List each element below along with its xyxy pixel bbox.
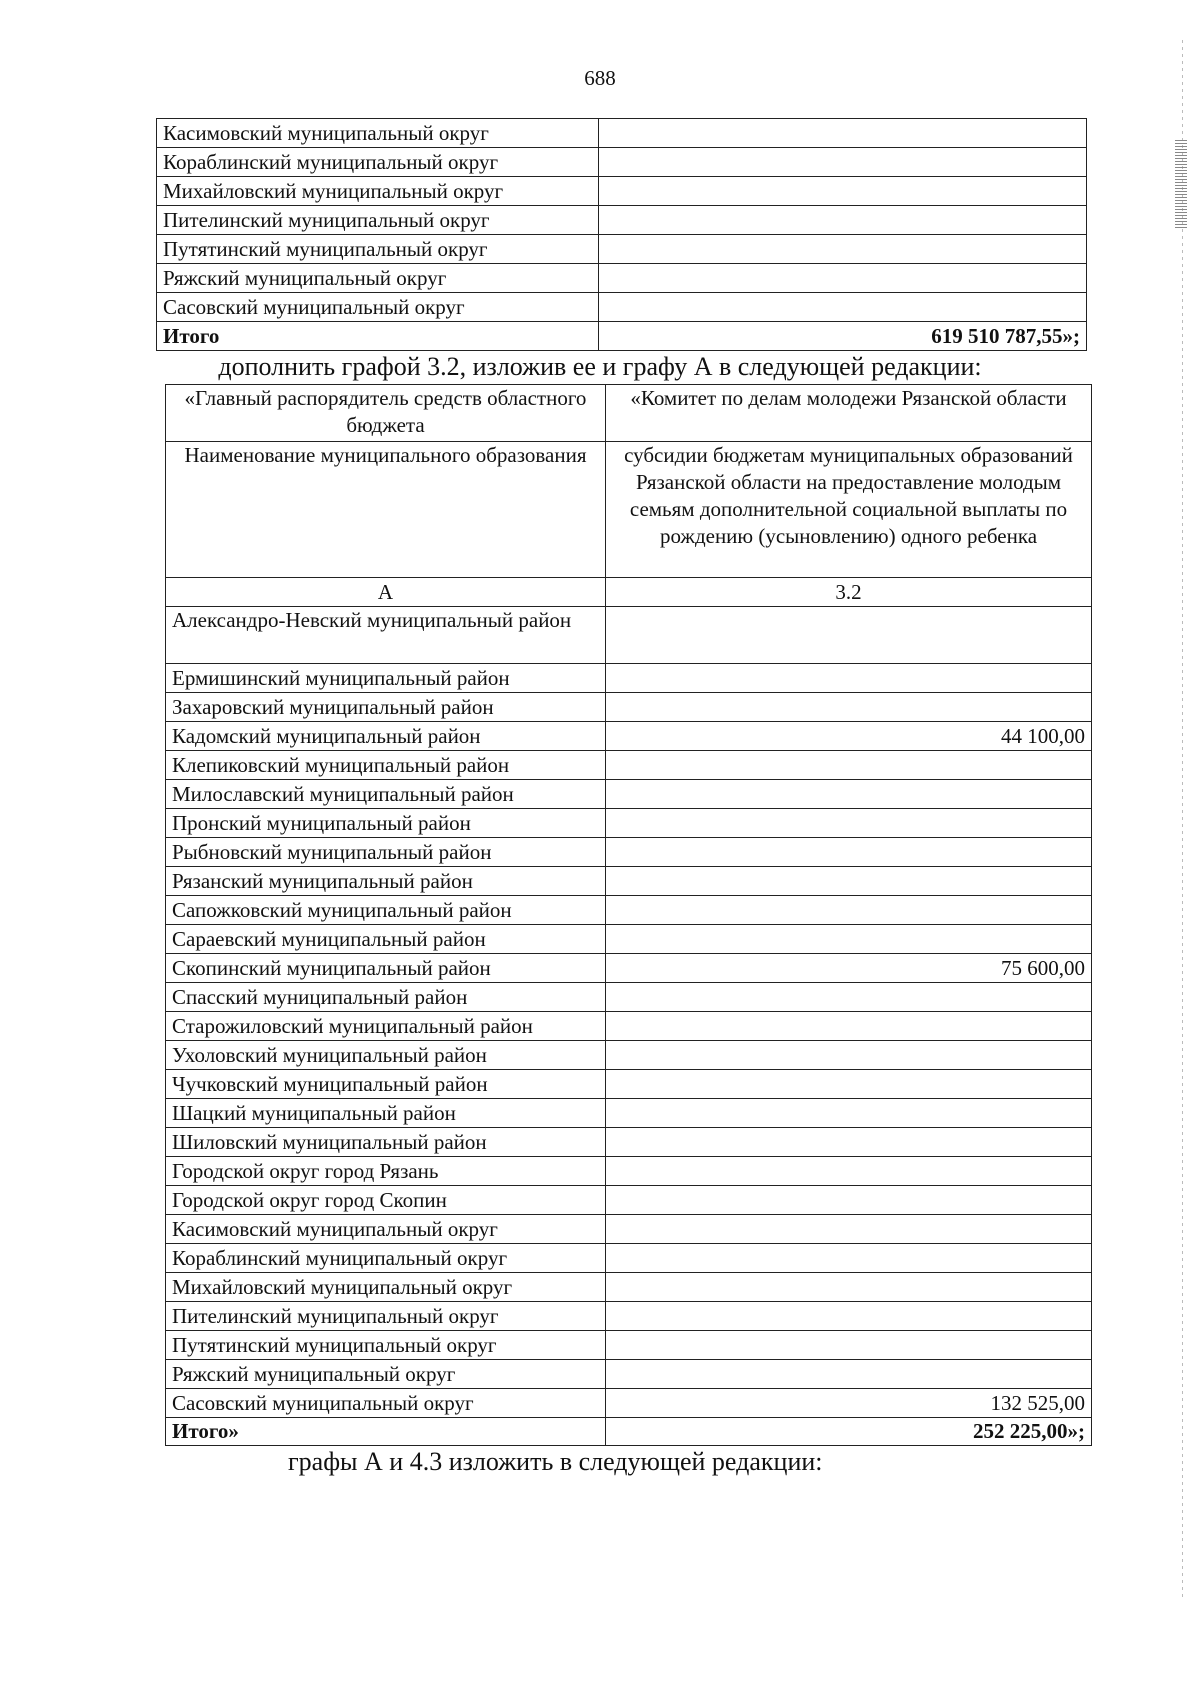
municipality-name: Александро-Невский муниципальный район <box>166 607 606 664</box>
table-row <box>166 1186 1092 1215</box>
subsidy-amount <box>606 838 1092 867</box>
subsidy-amount <box>599 293 1087 322</box>
subsidy-amount <box>606 1244 1092 1273</box>
subsidy-amount <box>599 148 1087 177</box>
table-row <box>166 1012 1092 1041</box>
subsidy-amount <box>606 1012 1092 1041</box>
subsidy-amount <box>599 264 1087 293</box>
subsidy-amount <box>606 1099 1092 1128</box>
table-row <box>166 722 1092 751</box>
table-row <box>166 1389 1092 1418</box>
subsidy-amount <box>606 896 1092 925</box>
municipality-name: Шацкий муниципальный район <box>166 1099 606 1128</box>
table-row <box>166 1157 1092 1186</box>
table-row <box>166 867 1092 896</box>
subsidy-amount <box>606 1273 1092 1302</box>
header-left-budget-holder: «Главный распорядитель средств областного бюджета <box>166 385 606 442</box>
municipality-name: Путятинский муниципальный округ <box>166 1331 606 1360</box>
subsidy-amount <box>606 809 1092 838</box>
table-row <box>166 1041 1092 1070</box>
table-row <box>166 809 1092 838</box>
subsidy-amount <box>606 751 1092 780</box>
municipality-name: Пителинский муниципальный округ <box>166 1302 606 1331</box>
table-row <box>166 607 1092 664</box>
subsidy-amount <box>606 1302 1092 1331</box>
subsidy-amount <box>606 1215 1092 1244</box>
instruction-add-column: дополнить графой 3.2, изложив ее и графу А в следующей редакции: <box>218 352 982 381</box>
table-row <box>157 119 1087 148</box>
subsidy-amount <box>606 1186 1092 1215</box>
table2-total-label: Итого» <box>166 1418 606 1446</box>
municipality-name: Сасовский муниципальный округ <box>157 293 599 322</box>
municipality-name: Михайловский муниципальный округ <box>166 1273 606 1302</box>
municipality-name: Михайловский муниципальный округ <box>157 177 599 206</box>
subsidy-amount <box>599 119 1087 148</box>
table1-body <box>157 119 1087 351</box>
table-column-3-2 <box>165 384 1092 1446</box>
table-row <box>157 235 1087 264</box>
table-row <box>166 925 1092 954</box>
municipality-name: Пителинский муниципальный округ <box>157 206 599 235</box>
table-row <box>166 664 1092 693</box>
subsidy-amount <box>606 867 1092 896</box>
column-id-a: А <box>166 578 606 607</box>
municipality-name: Захаровский муниципальный район <box>166 693 606 722</box>
table-row <box>166 1215 1092 1244</box>
municipality-name: Городской округ город Рязань <box>166 1157 606 1186</box>
table-row <box>166 1099 1092 1128</box>
table2-total-value: 252 225,00»; <box>606 1418 1092 1446</box>
subsidy-amount: 44 100,00 <box>606 722 1092 751</box>
municipality-name: Скопинский муниципальный район <box>166 954 606 983</box>
table1-total-row <box>157 322 1087 351</box>
subsidy-amount: 75 600,00 <box>606 954 1092 983</box>
table-row <box>157 293 1087 322</box>
municipality-name: Касимовский муниципальный округ <box>157 119 599 148</box>
municipality-name: Ермишинский муниципальный район <box>166 664 606 693</box>
table2-header-column-ids <box>166 578 1092 607</box>
municipality-name: Милославский муниципальный район <box>166 780 606 809</box>
table-row <box>166 1331 1092 1360</box>
table-row <box>166 693 1092 722</box>
municipality-name: Шиловский муниципальный район <box>166 1128 606 1157</box>
municipality-name: Кораблинский муниципальный округ <box>166 1244 606 1273</box>
scan-edge-mark <box>1175 140 1187 230</box>
table-row <box>166 1244 1092 1273</box>
header-left-municipality: Наименование муниципального образования <box>166 442 606 578</box>
table-row <box>166 896 1092 925</box>
table2-body <box>166 385 1092 1446</box>
municipality-name: Рыбновский муниципальный район <box>166 838 606 867</box>
municipality-name: Старожиловский муниципальный район <box>166 1012 606 1041</box>
municipality-name: Городской округ город Скопин <box>166 1186 606 1215</box>
table2-header-budget-holder <box>166 385 1092 442</box>
municipality-name: Ряжский муниципальный округ <box>166 1360 606 1389</box>
table-row <box>166 954 1092 983</box>
header-right-committee: «Комитет по делам молодежи Рязанской области <box>606 385 1092 442</box>
table-row <box>166 1070 1092 1099</box>
municipality-name: Пронский муниципальный район <box>166 809 606 838</box>
municipality-name: Касимовский муниципальный округ <box>166 1215 606 1244</box>
table-row <box>157 206 1087 235</box>
table1-total-value: 619 510 787,55»; <box>599 322 1087 351</box>
table-row <box>166 1302 1092 1331</box>
table-row <box>157 264 1087 293</box>
subsidy-amount <box>606 1041 1092 1070</box>
municipality-name: Кораблинский муниципальный округ <box>157 148 599 177</box>
subsidy-amount <box>606 1360 1092 1389</box>
municipality-name: Ухоловский муниципальный район <box>166 1041 606 1070</box>
column-id-3-2: 3.2 <box>606 578 1092 607</box>
municipality-name: Сасовский муниципальный округ <box>166 1389 606 1418</box>
table-row <box>166 1273 1092 1302</box>
table-row <box>166 751 1092 780</box>
municipality-name: Клепиковский муниципальный район <box>166 751 606 780</box>
table2-header-names <box>166 442 1092 578</box>
subsidy-amount <box>599 177 1087 206</box>
subsidy-amount <box>599 206 1087 235</box>
table-row <box>166 983 1092 1012</box>
municipality-name: Спасский муниципальный район <box>166 983 606 1012</box>
municipality-name: Сапожковский муниципальный район <box>166 896 606 925</box>
table-row <box>166 780 1092 809</box>
table2-total-row <box>166 1418 1092 1446</box>
subsidy-amount <box>606 693 1092 722</box>
table-row <box>157 148 1087 177</box>
subsidy-amount <box>606 1157 1092 1186</box>
subsidy-amount <box>606 983 1092 1012</box>
municipality-name: Сараевский муниципальный район <box>166 925 606 954</box>
table-row <box>166 1360 1092 1389</box>
table-row <box>166 838 1092 867</box>
subsidy-amount <box>606 1331 1092 1360</box>
subsidy-amount <box>606 1070 1092 1099</box>
table1-total-label: Итого <box>157 322 599 351</box>
subsidy-amount: 132 525,00 <box>606 1389 1092 1418</box>
municipality-name: Рязанский муниципальный район <box>166 867 606 896</box>
table-previous-column <box>156 118 1087 351</box>
table-row <box>157 177 1087 206</box>
subsidy-amount <box>606 1128 1092 1157</box>
municipality-name: Чучковский муниципальный район <box>166 1070 606 1099</box>
header-right-subsidy-description: субсидии бюджетам муниципальных образований Рязанской области на предоставление молодым семьям дополнительной социальной выплаты по рождению (усыновлению) одного ребенка <box>606 442 1092 578</box>
table-row <box>166 1128 1092 1157</box>
subsidy-amount <box>606 925 1092 954</box>
page-number: 688 <box>584 66 616 90</box>
municipality-name: Ряжский муниципальный округ <box>157 264 599 293</box>
subsidy-amount <box>599 235 1087 264</box>
subsidy-amount <box>606 607 1092 664</box>
subsidy-amount <box>606 664 1092 693</box>
instruction-edit-columns: графы А и 4.3 изложить в следующей редакции: <box>288 1447 823 1476</box>
scan-edge-line <box>1182 40 1183 1600</box>
municipality-name: Кадомский муниципальный район <box>166 722 606 751</box>
subsidy-amount <box>606 780 1092 809</box>
municipality-name: Путятинский муниципальный округ <box>157 235 599 264</box>
